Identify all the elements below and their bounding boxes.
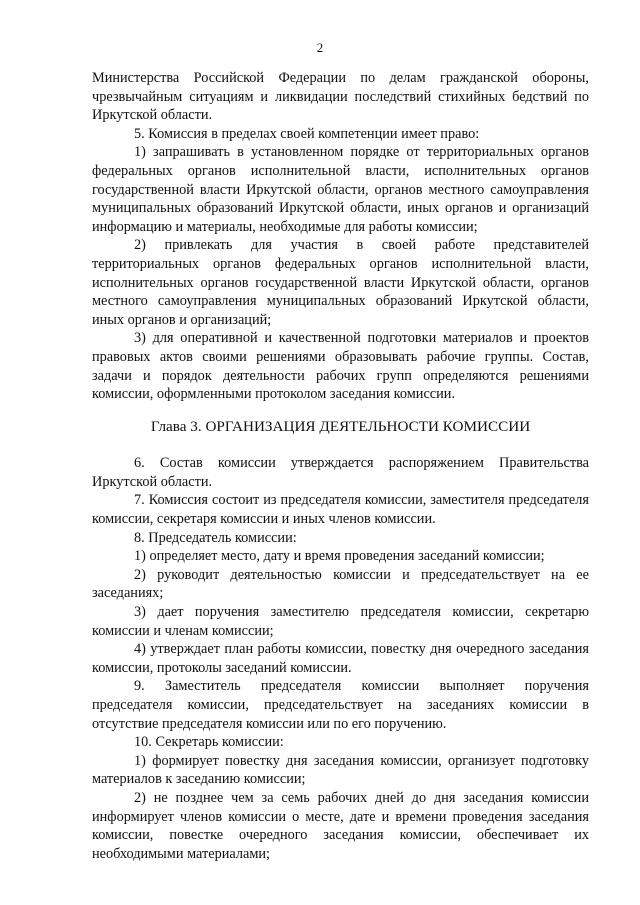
paragraph: 2) привлекать для участия в своей работе представителей территориальных органов федеральных органов исполнительной власти, исполнительных органов государственной власти Иркутской области, органов местного самоуправления муниципальных образований Иркутской области, иных органов и организаций;	[92, 237, 589, 328]
paragraph: 8. Председатель комиссии:	[134, 529, 297, 546]
paragraph: 2) не позднее чем за семь рабочих дней до дня заседания комиссии информирует членов комиссии о месте, дате и времени проведения заседания комиссии, повестке очередного заседания комиссии, обеспечивает их необходимыми материалами;	[92, 789, 589, 862]
paragraph: 3) дает поручения заместителю председателя комиссии, секретарю комиссии и членам комиссии;	[92, 604, 589, 639]
paragraphs-after-heading	[92, 454, 589, 863]
paragraph: 7. Комиссия состоит из председателя комиссии, заместителя председателя комиссии, секретаря комиссии и иных членов комиссии.	[92, 492, 589, 528]
paragraph: 4) утверждает план работы комиссии, повестку дня очередного заседания комиссии, протоколы заседаний комиссии.	[92, 641, 589, 676]
paragraph: 2) руководит деятельностью комиссии и председательствует на ее заседаниях;	[92, 566, 589, 602]
paragraph: 10. Секретарь комиссии:	[134, 734, 284, 751]
paragraph: 3) для оперативной и качественной подготовки материалов и проектов правовых актов своими решениями образовывать рабочие группы. Состав, задачи и порядок деятельности рабочих групп определяются решениями комиссии, оформленными протоколом заседания комиссии.	[92, 330, 589, 403]
paragraph: 1) запрашивать в установленном порядке от территориальных органов федеральных органов исполнительной власти, исполнительных органов государственной власти Иркутской области, органов местного самоуправления муниципальных образований Иркутской области, иных органов и организаций информацию и материалы, необходимые для работы комиссии;	[92, 144, 589, 235]
paragraph: 5. Комиссия в пределах своей компетенции имеет право:	[134, 125, 480, 142]
document-body	[92, 69, 589, 863]
paragraph: 1) определяет место, дату и время проведения заседаний комиссии;	[134, 548, 545, 565]
paragraph: Министерства Российской Федерации по делам гражданской обороны, чрезвычайным ситуациям и ликвидации последствий стихийных бедствий по Иркутской области.	[92, 70, 589, 124]
page-number: 2	[316, 40, 324, 55]
paragraphs-before-heading	[92, 69, 589, 404]
chapter-heading: Глава 3. ОРГАНИЗАЦИЯ ДЕЯТЕЛЬНОСТИ КОМИССИИ	[150, 417, 531, 435]
paragraph: 1) формирует повестку дня заседания комиссии, организует подготовку материалов к заседанию комиссии;	[92, 752, 589, 788]
paragraph: 6. Состав комиссии утверждается распоряжением Правительства Иркутской области.	[92, 455, 589, 490]
paragraph: 9. Заместитель председателя комиссии выполняет поручения председателя комиссии, председательствует на заседаниях комиссии в отсутствие председателя комиссии или по его поручению.	[92, 678, 589, 732]
